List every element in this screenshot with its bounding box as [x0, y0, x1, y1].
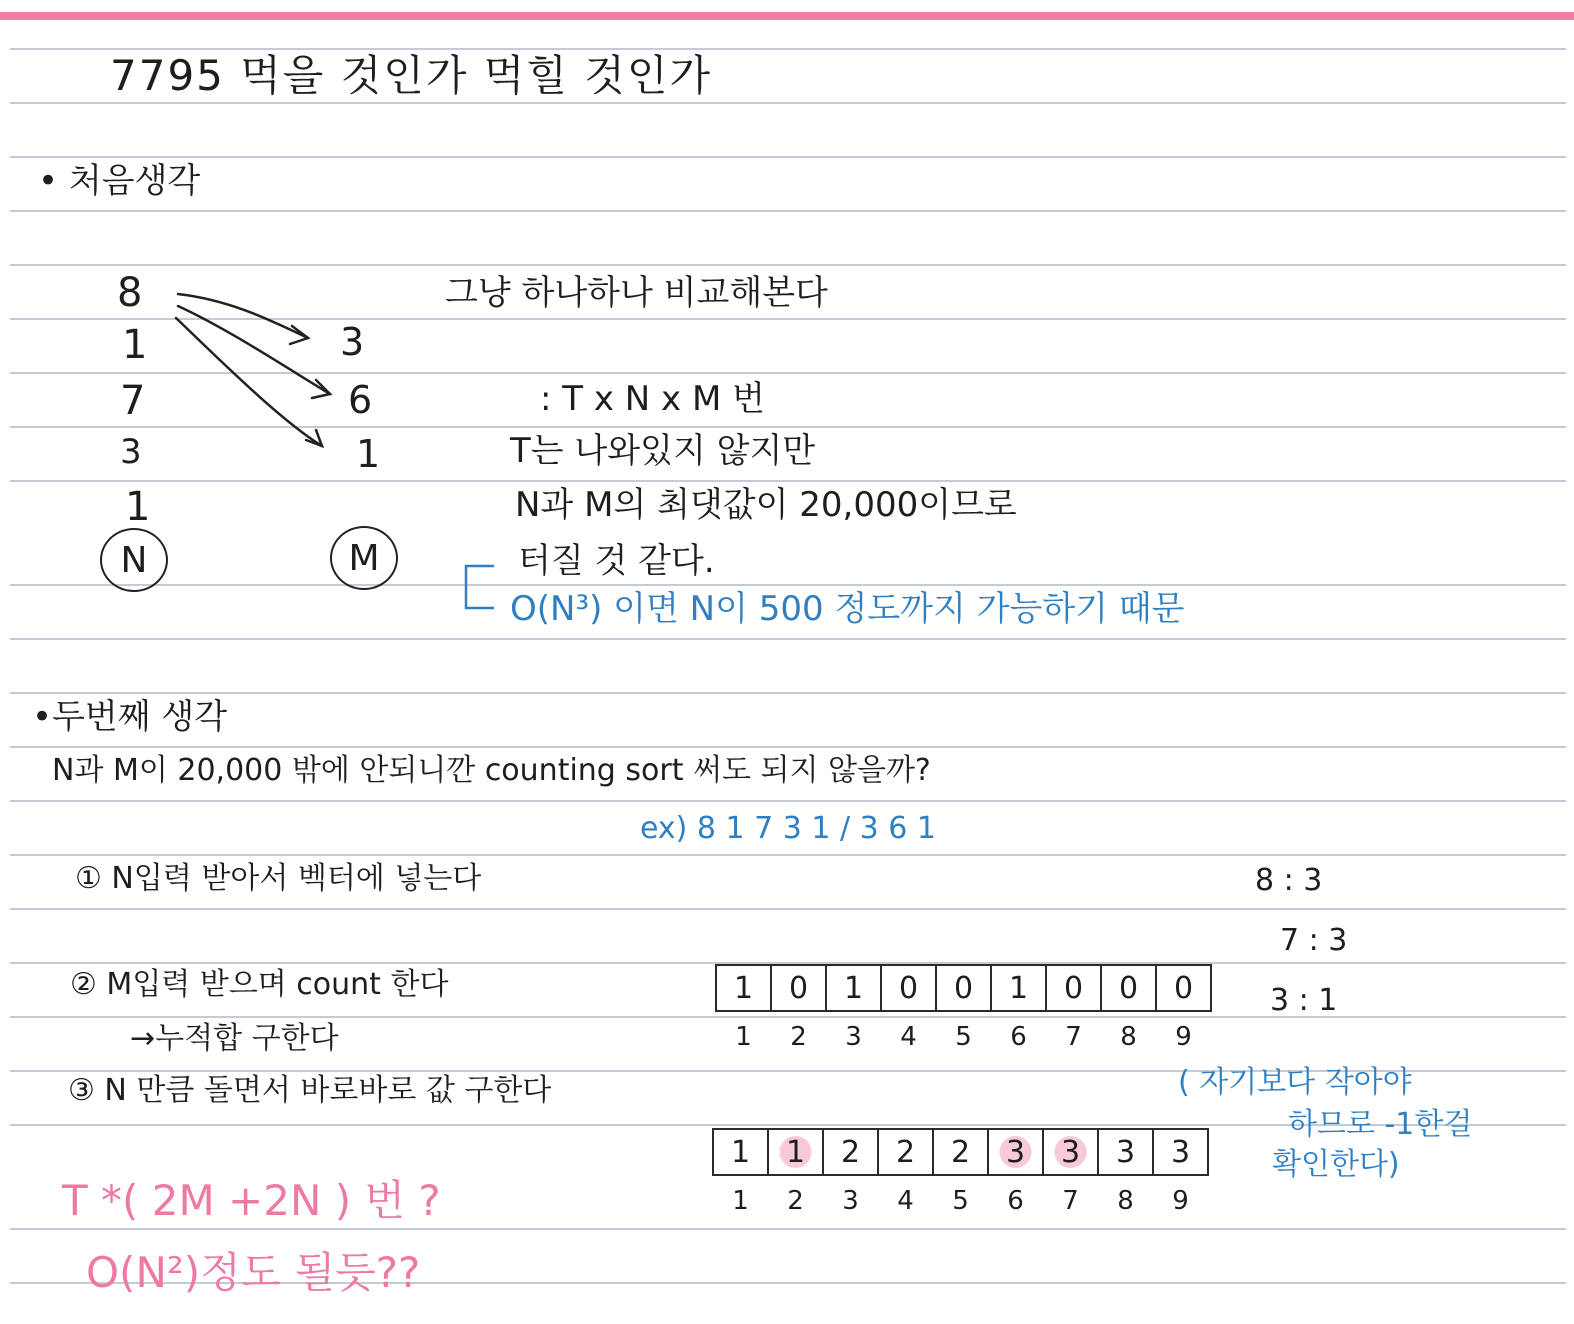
- prefix-cell: 1: [769, 1130, 824, 1174]
- note-n-cubed: O(N³) 이면 N이 500 정도까지 가능하기 때문: [510, 589, 1185, 629]
- section2-heading: •두번째 생각: [32, 697, 228, 737]
- counting-sort-question: N과 M이 20,000 밖에 안되니깐 counting sort 써도 되지 않을까?: [52, 753, 931, 788]
- note-will-overflow: 터질 것 같다.: [518, 541, 715, 581]
- note-t-unknown: T는 나와있지 않지만: [510, 431, 816, 471]
- page-title: 7795 먹을 것인가 먹힐 것인가: [110, 51, 713, 100]
- count-cell: 0: [1173, 970, 1194, 1006]
- blue-bracket: [466, 566, 494, 608]
- prefix-cell: 3: [989, 1130, 1044, 1174]
- count-array-indices: 1 2 3 4 5 6 7 8 9: [735, 1022, 1192, 1052]
- count-cell: 0: [1102, 966, 1157, 1010]
- count-array: [715, 964, 1212, 1012]
- count-cell: 1: [717, 966, 772, 1010]
- count-cell: 0: [937, 966, 992, 1010]
- count-cell: 1: [827, 966, 882, 1010]
- n-circle-label: N: [100, 528, 168, 592]
- count-cell: 0: [1047, 966, 1102, 1010]
- complexity-estimate: T *( 2M +2N ) 번 ?: [62, 1176, 441, 1225]
- prefix-cell: 3: [1170, 1134, 1191, 1170]
- prefix-cell: 3: [1044, 1130, 1099, 1174]
- prefix-array-indices: 1 2 3 4 5 6 7 8 9: [732, 1186, 1189, 1216]
- step2-text: ② M입력 받으며 count 한다: [70, 967, 449, 1002]
- prefix-cell: 1: [714, 1130, 769, 1174]
- m-circle-label: M: [330, 526, 398, 590]
- prefix-cell: 3: [1099, 1130, 1154, 1174]
- big-o-estimate: O(N²)정도 될듯??: [86, 1248, 421, 1297]
- step2b-text: →누적합 구한다: [130, 1021, 339, 1056]
- example-input: ex) 8 1 7 3 1 / 3 6 1: [640, 811, 937, 846]
- note-compare-each: 그냥 하나하나 비교해본다: [445, 273, 828, 313]
- note-max-value: N과 M의 최댓값이 20,000이므로: [515, 485, 1017, 525]
- prefix-cell: 2: [879, 1130, 934, 1174]
- count-cell: 0: [882, 966, 937, 1010]
- count-cell: 0: [772, 966, 827, 1010]
- prefix-cell: 2: [934, 1130, 989, 1174]
- prefix-sum-array: [712, 1128, 1209, 1176]
- note-complexity-tnm: : T x N x M 번: [540, 379, 765, 419]
- section1-heading: • 처음생각: [38, 161, 201, 201]
- prefix-cell: 2: [824, 1130, 879, 1174]
- step1-text: ① N입력 받아서 벡터에 넣는다: [75, 861, 482, 896]
- step3-text: ③ N 만큼 돌면서 바로바로 값 구한다: [68, 1073, 552, 1108]
- count-cell: 1: [992, 966, 1047, 1010]
